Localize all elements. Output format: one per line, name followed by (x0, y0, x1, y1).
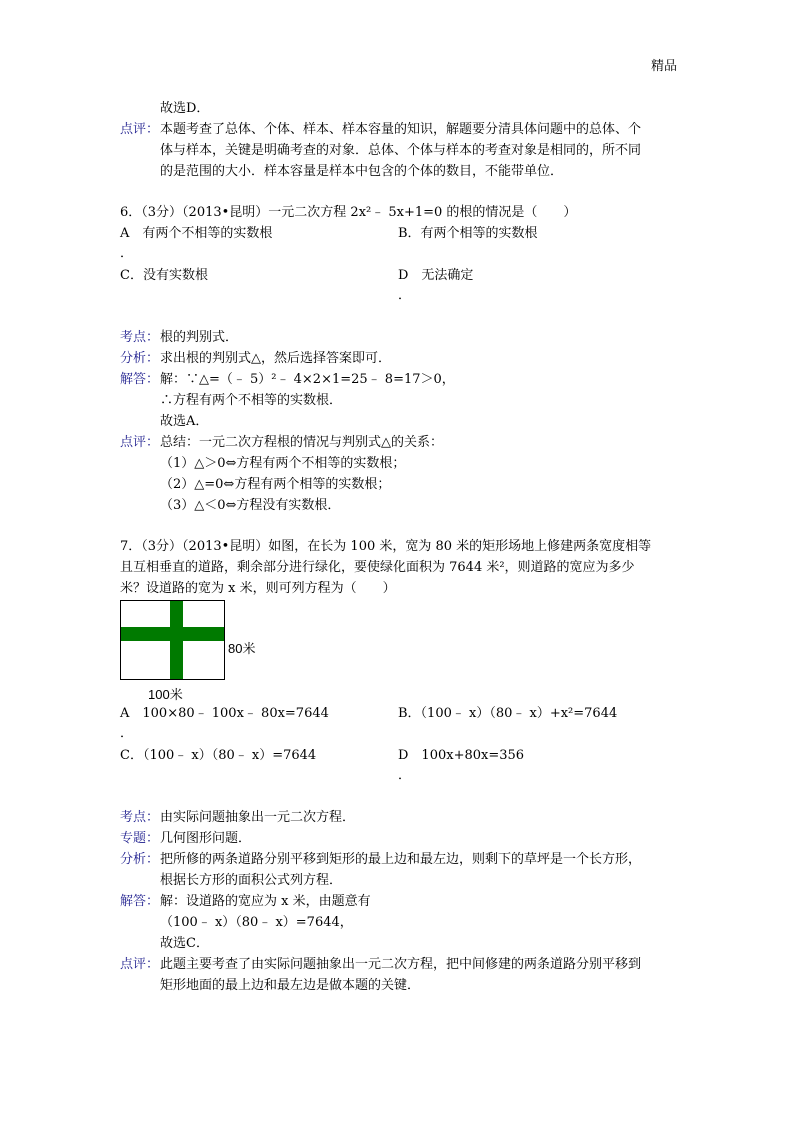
rectangle-field-figure (120, 600, 320, 700)
q6-option-a: A 有两个不相等的实数根 (120, 226, 273, 241)
q7-jieda-line-2: （100﹣ x）（80﹣ x）=7644， (160, 915, 353, 930)
q7-jieda-label: 解答： (120, 894, 160, 909)
q6-jieda-line-3: 故选A． (160, 414, 209, 429)
q6-dianping-line-2: （1）△＞0⇔方程有两个不相等的实数根； (160, 456, 406, 471)
q7-fenxi-line-1: 把所修的两条道路分别平移到矩形的最上边和最左边，则剩下的草坪是一个长方形， (160, 852, 642, 867)
q7-dianping-line-2: 矩形地面的最上边和最左边是做本题的关键． (160, 978, 421, 993)
q7-option-c: C．（100﹣ x）（80﹣ x）=7644 (120, 748, 317, 763)
q6-option-d-dot: ． (398, 288, 412, 303)
q7-option-b: B．（100﹣ x）（80﹣ x）+x²=7644 (398, 706, 618, 721)
q6-dianping-line-4: （3）△＜0⇔方程没有实数根． (160, 498, 341, 513)
q6-jieda-line-2: ∴方程有两个不相等的实数根． (160, 393, 343, 408)
q6-option-c: C．没有实数根 (120, 268, 208, 283)
q6-option-d: D 无法确定 (398, 268, 474, 283)
q6-fenxi-label: 分析： (120, 351, 160, 366)
q5-conclusion: 故选D． (160, 101, 210, 116)
q7-stem-line-3: 米？设道路的宽为 x 米，则可列方程为（ ） (120, 581, 396, 596)
field-length-label: 100米 (148, 687, 183, 702)
q6-dianping-label: 点评： (120, 435, 160, 450)
q6-option-b: B．有两个相等的实数根 (398, 226, 538, 241)
q5-comment-label: 点评： (120, 122, 160, 137)
q6-jieda-label: 解答： (120, 372, 160, 387)
q7-dianping-line-1: 此题主要考查了由实际问题抽象出一元二次方程，把中间修建的两条道路分别平移到 (160, 957, 642, 972)
vertical-road (170, 601, 183, 679)
q7-option-d: D 100x+80x=356 (398, 748, 525, 763)
q7-kaodian-label: 考点： (120, 810, 160, 825)
q7-zhuanti-label: 专题： (120, 831, 160, 846)
q5-comment-line-2: 体与样本，关键是明确考查的对象．总体、个体与样本的考查对象是相同的，所不同 (160, 143, 642, 158)
q7-option-a: A 100×80﹣ 100x﹣ 80x=7644 (120, 706, 329, 721)
q7-stem-line-2: 且互相垂直的道路，剩余部分进行绿化，要使绿化面积为 7644 米²，则道路的宽应为多少 (120, 560, 635, 575)
q6-dianping-line-1: 总结：一元二次方程根的情况与判别式△的关系： (160, 435, 443, 450)
q6-kaodian: 根的判别式． (160, 330, 239, 345)
q7-jieda-line-3: 故选C． (160, 936, 209, 951)
q7-kaodian: 由实际问题抽象出一元二次方程． (160, 810, 356, 825)
q7-fenxi-label: 分析： (120, 852, 160, 867)
q6-jieda-line-1: 解：∵△=（﹣ 5）²﹣ 4×2×1=25﹣ 8=17＞0， (160, 372, 455, 387)
q6-fenxi: 求出根的判别式△，然后选择答案即可． (160, 351, 391, 366)
q7-option-d-dot: ． (398, 768, 412, 783)
q6-kaodian-label: 考点： (120, 330, 160, 345)
q7-fenxi-line-2: 根据长方形的面积公式列方程． (160, 873, 343, 888)
q7-jieda-line-1: 解：设道路的宽应为 x 米，由题意有 (160, 894, 371, 909)
q7-zhuanti: 几何图形问题． (160, 831, 252, 846)
q6-option-a-dot: ． (120, 246, 134, 261)
q6-dianping-line-3: （2）△=0⇔方程有两个相等的实数根； (160, 477, 391, 492)
page-header-title: 精品 (651, 59, 678, 74)
q7-stem-line-1: 7．（3分）（2013•昆明）如图，在长为 100 米，宽为 80 米的矩形场地上修建两条宽度相等 (120, 539, 652, 554)
q7-option-a-dot: ． (120, 726, 134, 741)
q6-stem: 6．（3分）（2013•昆明）一元二次方程 2x²﹣ 5x+1=0 的根的情况是（ ） (120, 205, 577, 220)
q5-comment-line-1: 本题考查了总体、个体、样本、样本容量的知识，解题要分清具体问题中的总体、个 (160, 122, 642, 137)
q7-dianping-label: 点评： (120, 957, 160, 972)
field-width-label: 80米 (228, 641, 256, 656)
q5-comment-line-3: 的是范围的大小．样本容量是样本中包含的个体的数目，不能带单位． (160, 164, 564, 179)
